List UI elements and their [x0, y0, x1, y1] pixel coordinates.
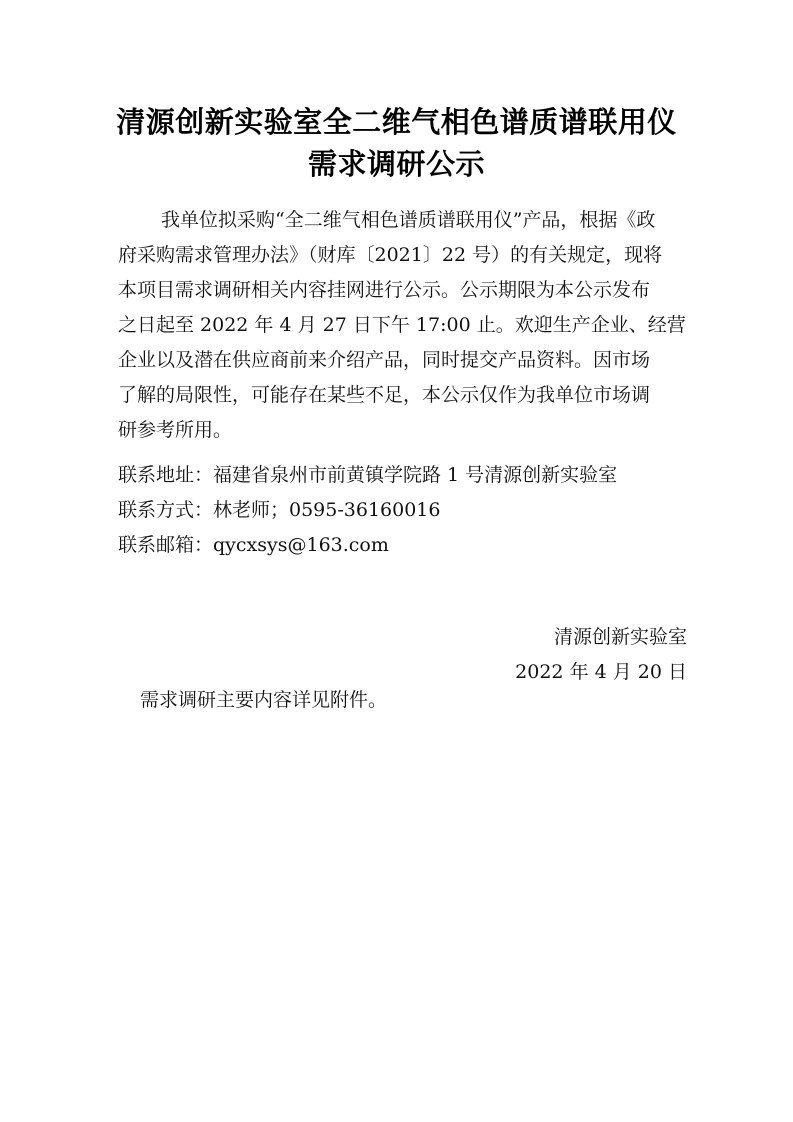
body-line: 之日起至 2022 年 4 月 27 日下午 17:00 止。欢迎生产企业、经营 [118, 314, 686, 336]
body-line: 研参考所用。 [118, 419, 233, 441]
body-line: 了解的局限性，可能存在某些不足，本公示仅作为我单位市场调 [118, 384, 651, 406]
body-line: 企业以及潜在供应商前来介绍产品，同时提交产品资料。因市场 [118, 349, 651, 371]
contact-address: 联系地址：福建省泉州市前黄镇学院路 1 号清源创新实验室 [118, 464, 618, 486]
signature-block [515, 620, 687, 690]
contact-email: 联系邮箱：qycxsys@163.com [118, 534, 389, 556]
body-line: 本项目需求调研相关内容挂网进行公示。公示期限为本公示发布 [118, 279, 651, 301]
attachment-note: 需求调研主要内容详见附件。 [140, 689, 388, 711]
contact-phone: 联系方式：林老师；0595-36160016 [118, 499, 441, 521]
signature-date: 2022 年 4 月 20 日 [515, 661, 687, 683]
body-line: 我单位拟采购“全二维气相色谱质谱联用仪”产品，根据《政 [161, 209, 656, 231]
document-title-line-1: 清源创新实验室全二维气相色谱质谱联用仪 [116, 105, 677, 139]
document-title-line-2: 需求调研公示 [307, 147, 485, 181]
signature-org: 清源创新实验室 [553, 626, 687, 648]
contact-block [118, 458, 698, 563]
announcement-body [118, 203, 698, 448]
body-line: 府采购需求管理办法》（财库〔2021〕22 号）的有关规定，现将 [118, 244, 663, 266]
